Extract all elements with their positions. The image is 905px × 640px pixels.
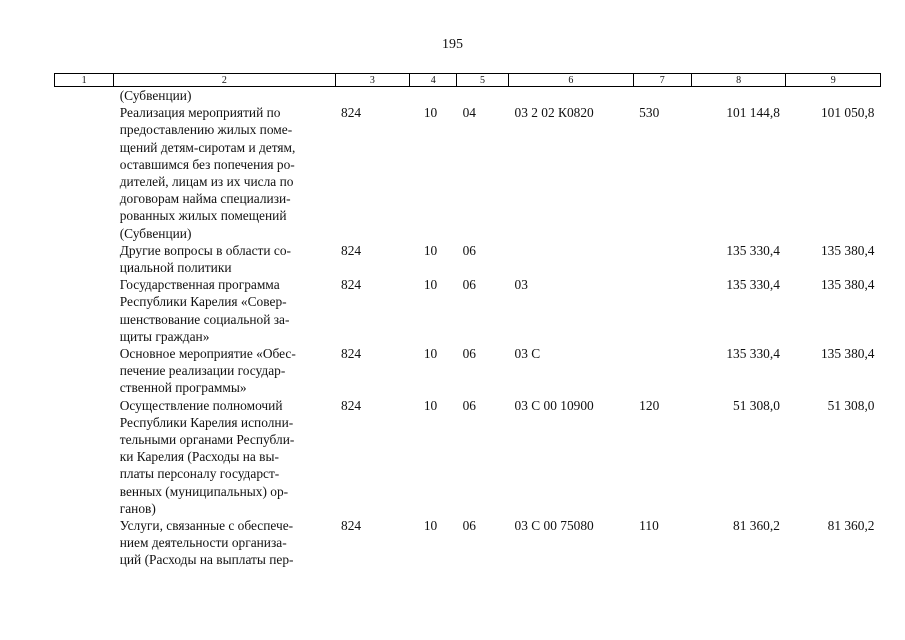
item-name-cell: Осуществление полномочий Республики Карелия исполни- тельными органами Республи- ки Карелия (Расходы на вы- платы персоналу государст- венных (муниципальных) ор- ганов) (119, 397, 295, 516)
item-name-cell: Основное мероприятие «Обес- печение реализации государ- ственной программы» (119, 346, 296, 396)
ministry-code-cell (335, 87, 410, 105)
column-header-6: 6 (509, 74, 634, 87)
column-header-9: 9 (786, 74, 881, 87)
amount-year2-cell: 81 360,2 (827, 518, 875, 534)
ministry-code-cell: 824 (341, 397, 362, 413)
target-article-cell: 03 2 02 К0820 (514, 105, 594, 121)
ministry-code-cell: 824 (341, 277, 362, 293)
column-header-7: 7 (633, 74, 691, 87)
expense-type-cell: 110 (639, 518, 659, 534)
page-number: 195 (442, 37, 463, 52)
column-header-4: 4 (410, 74, 457, 87)
amount-year1-cell: 101 144,8 (726, 105, 780, 121)
section-code-cell (410, 87, 457, 105)
item-name-cell: Другие вопросы в области со- циальной политики (119, 242, 291, 276)
table-row (55, 104, 881, 242)
amount-year1-cell: 135 330,4 (726, 242, 780, 258)
column-header-2: 2 (114, 74, 335, 87)
table-row (55, 87, 881, 105)
section-code-cell: 10 (423, 518, 438, 534)
item-name-cell: (Субвенции) (119, 88, 192, 103)
section-code-cell: 10 (423, 397, 438, 413)
section-code-cell: 10 (423, 346, 438, 362)
amount-year2-cell: 135 380,4 (820, 242, 875, 258)
table-row (55, 345, 881, 397)
amount-year2-cell: 51 308,0 (827, 397, 875, 413)
target-article-cell: 03 С 00 75080 (514, 518, 594, 534)
table-row (55, 242, 881, 276)
expense-type-cell: 120 (639, 397, 660, 413)
subsection-code-cell (457, 87, 509, 105)
item-name-cell: Государственная программа Республики Карелия «Совер- шенствование социальной за- щиты граждан» (119, 277, 290, 344)
column-header-8: 8 (691, 74, 786, 87)
target-article-cell: 03 С (514, 346, 541, 362)
subsection-code-cell: 06 (462, 242, 476, 258)
amount-year2-cell: 135 380,4 (820, 277, 875, 293)
column-header-5: 5 (457, 74, 509, 87)
ministry-code-cell: 824 (341, 242, 362, 258)
subsection-code-cell: 04 (462, 105, 476, 121)
amount-year1-cell: 51 308,0 (733, 397, 780, 413)
budget-table (54, 73, 881, 569)
expense-type-cell (633, 87, 691, 105)
amount-year2-cell (786, 87, 881, 105)
table-row (55, 517, 881, 569)
row-index-cell (55, 242, 114, 276)
amount-year1-cell (691, 87, 786, 105)
ministry-code-cell: 824 (341, 105, 362, 121)
amount-year1-cell: 135 330,4 (726, 346, 780, 362)
column-header-3: 3 (335, 74, 410, 87)
expense-type-cell (633, 345, 691, 397)
table-row (55, 397, 881, 517)
row-index-cell (55, 345, 114, 397)
column-header-1: 1 (55, 74, 114, 87)
target-article-cell: 03 (514, 277, 528, 293)
item-name-cell: Реализация мероприятий по предоставлению жилых поме- щений детям-сиротам и детям, оставшимся без попечения ро- дителей, лицам из их числа по договорам найма специализи- рованных жилых помещений (Субвенции) (119, 105, 296, 241)
column-number-header-row (55, 74, 881, 87)
subsection-code-cell: 06 (462, 397, 476, 413)
row-index-cell (55, 517, 114, 569)
amount-year1-cell: 135 330,4 (726, 277, 780, 293)
ministry-code-cell: 824 (341, 346, 362, 362)
section-code-cell: 10 (423, 277, 438, 293)
target-article-cell (509, 87, 634, 105)
amount-year1-cell: 81 360,2 (733, 518, 780, 534)
row-index-cell (55, 397, 114, 517)
subsection-code-cell: 06 (462, 346, 476, 362)
expense-type-cell: 530 (639, 105, 660, 121)
section-code-cell: 10 (423, 105, 438, 121)
amount-year2-cell: 101 050,8 (820, 105, 875, 121)
table-row (55, 276, 881, 345)
row-index-cell (55, 87, 114, 105)
amount-year2-cell: 135 380,4 (820, 346, 875, 362)
target-article-cell (509, 242, 634, 276)
item-name-cell: Услуги, связанные с обеспече- нием деятельности организа- ций (Расходы на выплаты пер- (119, 518, 294, 568)
expense-type-cell (633, 276, 691, 345)
subsection-code-cell: 06 (462, 277, 476, 293)
section-code-cell: 10 (423, 242, 438, 258)
row-index-cell (55, 104, 114, 242)
target-article-cell: 03 С 00 10900 (514, 397, 594, 413)
expense-type-cell (633, 242, 691, 276)
row-index-cell (55, 276, 114, 345)
ministry-code-cell: 824 (341, 518, 362, 534)
subsection-code-cell: 06 (462, 518, 476, 534)
